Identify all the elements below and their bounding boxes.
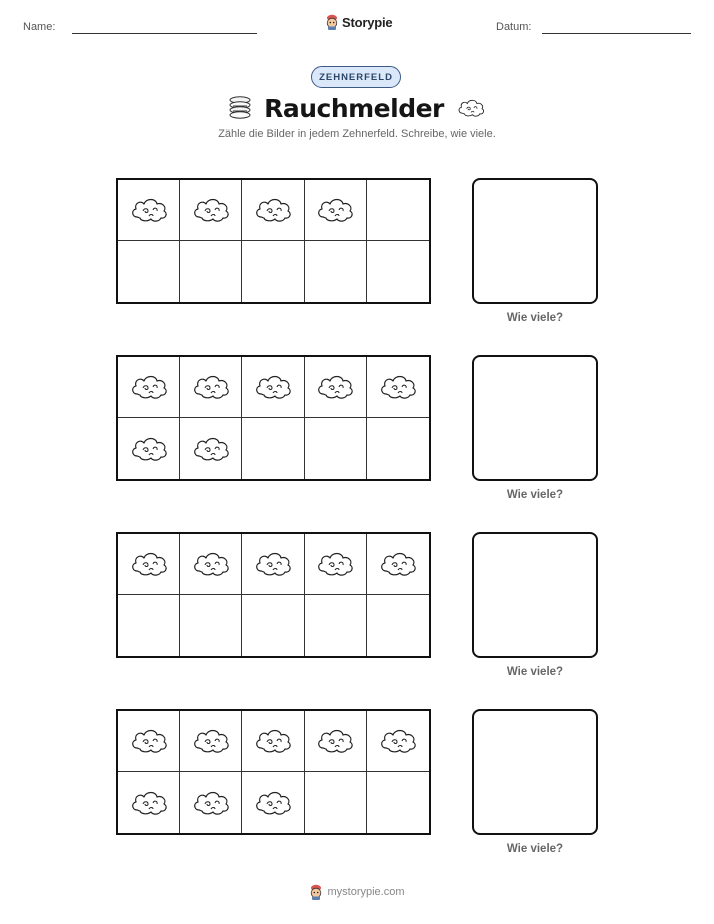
- smoke-cloud-icon: [129, 195, 169, 225]
- ten-frame-cell: [118, 595, 180, 656]
- ten-frame-cell: [242, 711, 304, 772]
- smoke-cloud-icon: [129, 434, 169, 464]
- ten-frame-cell: [305, 357, 367, 418]
- ten-frame-cell: [242, 772, 304, 833]
- ten-frame-cell: [367, 418, 429, 479]
- smoke-cloud-icon: [191, 195, 231, 225]
- ten-frame-cell: [367, 711, 429, 772]
- storypie-logo-icon: [325, 14, 339, 30]
- ten-frame-cell: [367, 241, 429, 302]
- smoke-cloud-icon: [315, 549, 355, 579]
- smoke-cloud-icon: [191, 372, 231, 402]
- smoke-cloud-icon: [253, 372, 293, 402]
- ten-frame-cell: [367, 595, 429, 656]
- answer-box[interactable]: [472, 178, 598, 304]
- footer: [0, 884, 714, 900]
- ten-frame-cell: [242, 595, 304, 656]
- ten-frame: [116, 709, 431, 835]
- ten-frame-cell: [180, 595, 242, 656]
- smoke-cloud-icon: [315, 195, 355, 225]
- brand-name: Storypie: [342, 14, 393, 30]
- answer-box[interactable]: [472, 355, 598, 481]
- ten-frame-cell: [367, 534, 429, 595]
- smoke-cloud-icon: [191, 434, 231, 464]
- answer-label: Wie viele?: [506, 312, 564, 324]
- ten-frame-cell: [180, 772, 242, 833]
- smoke-cloud-icon: [129, 726, 169, 756]
- ten-frame-cell: [305, 180, 367, 241]
- ten-frame-cell: [118, 711, 180, 772]
- ten-frame-cell: [242, 418, 304, 479]
- ten-frame-cell: [305, 241, 367, 302]
- smoke-cloud-icon: [191, 726, 231, 756]
- ten-frame-cell: [305, 418, 367, 479]
- ten-frame-cell: [118, 357, 180, 418]
- ten-frame-cell: [118, 180, 180, 241]
- ten-frame: [116, 178, 431, 304]
- smoke-cloud-icon: [129, 788, 169, 818]
- smoke-cloud-icon: [253, 788, 293, 818]
- ten-frame-cell: [367, 357, 429, 418]
- storypie-logo-icon: [309, 884, 323, 900]
- ten-frame-cell: [118, 534, 180, 595]
- ten-frame-cell: [242, 180, 304, 241]
- smoke-cloud-icon: [378, 549, 418, 579]
- ten-frame-cell: [118, 418, 180, 479]
- ten-frame-cell: [305, 595, 367, 656]
- smoke-cloud-icon: [253, 726, 293, 756]
- ten-frame: [116, 355, 431, 481]
- instructions: Zähle die Bilder in jedem Zehnerfeld. Schreibe, wie viele.: [218, 128, 496, 140]
- smoke-cloud-icon: [191, 549, 231, 579]
- ten-frame-cell: [367, 180, 429, 241]
- ten-frame: [116, 532, 431, 658]
- ten-frame-cell: [180, 534, 242, 595]
- answer-label: Wie viele?: [506, 489, 564, 501]
- ten-frame-cell: [180, 357, 242, 418]
- smoke-cloud-icon: [378, 372, 418, 402]
- date-line: [542, 33, 691, 34]
- smoke-detector-icon: [228, 95, 252, 121]
- smoke-cloud-icon: [129, 549, 169, 579]
- ten-frame-cell: [367, 772, 429, 833]
- footer-site: mystorypie.com: [327, 886, 405, 898]
- date-label: Datum:: [496, 21, 532, 33]
- topic-badge: ZEHNERFELD: [311, 66, 401, 88]
- name-label: Name:: [23, 21, 56, 33]
- ten-frame-cell: [180, 711, 242, 772]
- smoke-cloud-icon: [315, 726, 355, 756]
- ten-frame-cell: [180, 418, 242, 479]
- answer-label: Wie viele?: [506, 843, 564, 855]
- smoke-cloud-icon: [253, 195, 293, 225]
- ten-frame-cell: [242, 241, 304, 302]
- smoke-cloud-icon: [191, 788, 231, 818]
- ten-frame-cell: [180, 241, 242, 302]
- ten-frame-cell: [242, 357, 304, 418]
- answer-box[interactable]: [472, 709, 598, 835]
- worksheet-header: [0, 0, 714, 50]
- ten-frame-cell: [305, 772, 367, 833]
- name-line: [72, 33, 257, 34]
- brand: [325, 14, 392, 30]
- ten-frame-cell: [305, 534, 367, 595]
- smoke-cloud-icon: [456, 97, 486, 119]
- ten-frame-cell: [118, 241, 180, 302]
- smoke-cloud-icon: [129, 372, 169, 402]
- smoke-cloud-icon: [315, 372, 355, 402]
- ten-frame-cell: [118, 772, 180, 833]
- title-row: [0, 91, 714, 125]
- ten-frame-cell: [305, 711, 367, 772]
- ten-frame-cell: [180, 180, 242, 241]
- answer-box[interactable]: [472, 532, 598, 658]
- answer-label: Wie viele?: [506, 666, 564, 678]
- page-title: Rauchmelder: [264, 93, 444, 123]
- smoke-cloud-icon: [253, 549, 293, 579]
- ten-frame-cell: [242, 534, 304, 595]
- smoke-cloud-icon: [378, 726, 418, 756]
